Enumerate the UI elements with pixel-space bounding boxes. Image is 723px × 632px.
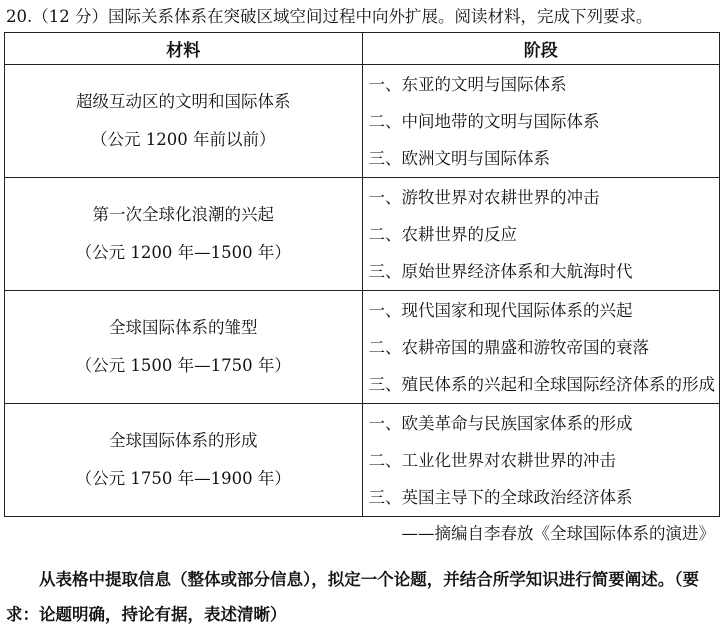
- table-row: [5, 291, 720, 404]
- material-cell: [5, 404, 363, 517]
- stage-item: 二、中间地带的文明与国际体系: [368, 111, 600, 131]
- material-period: （公元 1200 年—1500 年）: [75, 243, 291, 262]
- material-title: 第一次全球化浪潮的兴起: [92, 205, 274, 224]
- stages-cell: [362, 65, 720, 178]
- source-citation: ——摘编自李春放《全球国际体系的演进》: [401, 524, 715, 543]
- question-header: [6, 6, 721, 28]
- stage-item: 一、游牧世界对农耕世界的冲击: [368, 187, 600, 207]
- task-instruction: 从表格中提取信息（整体或部分信息），拟定一个论题，并结合所学知识进行简要阐述。（要求：论题明确，持论有据，表述清晰）: [6, 570, 699, 624]
- stage-item: 三、欧洲文明与国际体系: [368, 148, 550, 168]
- stage-item: 二、农耕帝国的鼎盛和游牧帝国的衰落: [368, 337, 649, 357]
- stages-cell: [362, 404, 720, 517]
- material-cell: [5, 65, 363, 178]
- table-row: [5, 178, 720, 291]
- header-stage: 阶段: [362, 33, 720, 65]
- material-title: 超级互动区的文明和国际体系: [76, 92, 291, 111]
- table-header-row: [5, 33, 720, 65]
- stage-item: 三、原始世界经济体系和大航海时代: [368, 261, 633, 281]
- material-title: 全球国际体系的雏型: [109, 318, 258, 337]
- table-row: [5, 404, 720, 517]
- stage-item: 三、殖民体系的兴起和全球国际经济体系的形成: [368, 374, 715, 394]
- stage-item: 一、东亚的文明与国际体系: [368, 74, 567, 94]
- question-number: 20.: [6, 7, 33, 26]
- question-score: （12 分）: [32, 7, 108, 26]
- material-period: （公元 1750 年—1900 年）: [75, 469, 291, 488]
- question-text: 国际关系体系在突破区域空间过程中向外扩展。阅读材料，完成下列要求。: [108, 7, 653, 26]
- stages-cell: [362, 178, 720, 291]
- stages-cell: [362, 291, 720, 404]
- header-material: 材料: [5, 33, 363, 65]
- stage-item: 一、现代国家和现代国际体系的兴起: [368, 300, 633, 320]
- stage-item: 三、英国主导下的全球政治经济体系: [368, 487, 633, 507]
- stage-item: 一、欧美革命与民族国家体系的形成: [368, 413, 633, 433]
- material-table: [4, 32, 720, 517]
- table-row: [5, 65, 720, 178]
- stage-item: 二、农耕世界的反应: [368, 224, 517, 244]
- material-period: （公元 1500 年—1750 年）: [75, 356, 291, 375]
- material-cell: [5, 178, 363, 291]
- material-cell: [5, 291, 363, 404]
- stage-item: 二、工业化世界对农耕世界的冲击: [368, 450, 616, 470]
- material-period: （公元 1200 年前以前）: [91, 130, 276, 149]
- material-title: 全球国际体系的形成: [109, 431, 258, 450]
